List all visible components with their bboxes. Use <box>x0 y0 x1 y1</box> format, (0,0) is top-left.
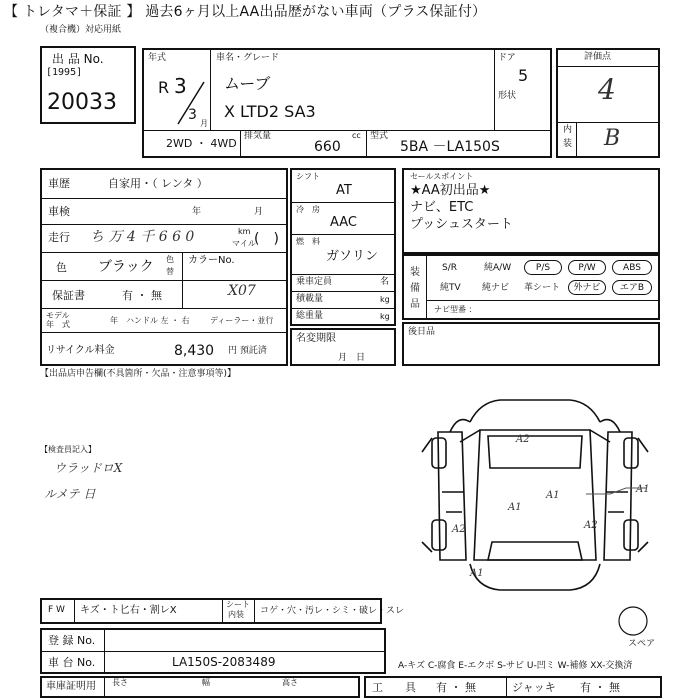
cert-length: 長さ <box>112 678 128 687</box>
year-number: 3 <box>174 74 187 98</box>
month-unit: 月 <box>200 119 208 128</box>
inspector-label: 【検査員記入】 <box>40 445 96 454</box>
capacity-unit: 名 <box>380 277 390 287</box>
equip-tv: 純TV <box>440 283 461 293</box>
equip-navi: 純ナビ <box>482 283 510 293</box>
interior-label-1: 内 <box>563 125 573 135</box>
drive-type: 2WD ・ 4WD <box>166 137 237 150</box>
diagram-mark-5: A2 <box>584 520 598 531</box>
vehicle-header-box <box>142 48 552 158</box>
shift-value: AT <box>336 183 352 198</box>
mile-unit: マイル <box>232 239 256 248</box>
dealer-type: ディーラー・並行 <box>210 316 274 325</box>
car-grade: X LTD2 SA3 <box>224 102 316 121</box>
inspection-year-unit: 年 <box>192 207 202 217</box>
model-code: 5BA －LA150S <box>400 139 500 155</box>
name-label: 車名・グレード <box>216 53 280 63</box>
door-count: 5 <box>518 66 529 85</box>
month-number: 3 <box>188 107 197 123</box>
name-change-unit: 月 日 <box>338 353 366 363</box>
fw-seat-box <box>40 598 405 624</box>
model-year-label-1: モデル <box>46 311 70 320</box>
color-label: 色 <box>56 261 67 274</box>
recycle-fee: 8,430 <box>174 343 215 359</box>
tools-value: 有 ・ 無 <box>436 681 476 694</box>
equip-alloy: 純A/W <box>484 263 512 273</box>
jack-label: ジャッキ <box>512 681 556 694</box>
inspection-label: 車検 <box>48 205 70 218</box>
equip-ext-navi: 外ナビ <box>568 280 606 295</box>
ac-label: 冷 房 <box>296 205 320 214</box>
inspector-note-1: ウラッドロX <box>54 461 123 475</box>
car-damage-diagram <box>410 392 660 596</box>
ac-value: AAC <box>330 215 357 230</box>
color-change-1: 色 <box>166 255 174 264</box>
color-value: ブラック <box>98 259 154 275</box>
gross-label: 総重量 <box>296 311 324 321</box>
fw-label: F W <box>48 605 65 615</box>
gross-unit: kg <box>380 312 390 321</box>
warranty-label: 保証書 <box>52 289 85 302</box>
equip-airbag: エアB <box>612 280 652 295</box>
model-year-label-2: 年 式 <box>46 320 70 329</box>
diagram-mark-3: A1 <box>546 490 560 501</box>
recycle-label: リサイクル料金 <box>46 345 115 356</box>
score-box <box>556 48 660 158</box>
sales-label: セールスポイント <box>410 172 474 181</box>
sub-banner: （複合機）対応用紙 <box>40 25 122 35</box>
seat-label-1: シート <box>226 600 250 609</box>
load-label: 積載量 <box>296 294 324 304</box>
name-change-label: 名変期限 <box>296 333 336 344</box>
fuel-label: 燃 料 <box>296 237 320 246</box>
registration-label: 登 録 No. <box>48 634 96 647</box>
history-label: 車歴 <box>48 177 70 190</box>
cc-unit: cc <box>352 131 361 140</box>
diagram-mark-1: A2 <box>516 434 530 445</box>
equip-label-2: 備 <box>410 283 420 294</box>
capacity-label: 乗車定員 <box>296 277 333 287</box>
tools-label: 工 具 <box>372 681 416 694</box>
tools-jack-box <box>364 676 662 698</box>
sales-line-1: ★AA初出品★ <box>410 183 491 198</box>
lot-label: 出 品 No. <box>52 52 104 66</box>
color-no-label: カラーNo. <box>188 255 235 266</box>
equip-abs: ABS <box>612 260 652 275</box>
equip-label-1: 装 <box>410 267 420 278</box>
equip-sr: S/R <box>442 263 457 273</box>
later-label: 後日品 <box>408 327 436 337</box>
color-no-value: X07 <box>228 283 256 299</box>
chassis-number: LA150S-2083489 <box>172 655 276 669</box>
banner-title: 【 トレタマ＋保証 】 過去6ヶ月以上AA出品歴がない車両（プラス保証付） <box>4 4 487 20</box>
diagram-mark-4: A2 <box>452 524 466 535</box>
fuel-value: ガソリン <box>326 249 379 264</box>
shift-label: シフト <box>296 172 320 181</box>
sales-point-box <box>402 168 660 254</box>
navi-type-label: ナビ型番 ： <box>434 305 477 314</box>
equip-pw: P/W <box>568 260 606 275</box>
warranty-value: 有 ・ 無 <box>122 289 162 302</box>
equip-label-3: 品 <box>410 299 420 310</box>
vehicle-detail-box <box>40 168 288 366</box>
declaration-label: 【出品店申告欄(不具箇所・欠品・注意事項等)】 <box>40 369 237 379</box>
seat-label-2: 内装 <box>228 610 244 619</box>
year-era: R <box>158 78 170 97</box>
inspection-month-unit: 月 <box>254 207 264 217</box>
mileage-label: 走行 <box>48 231 70 244</box>
garage-cert-box <box>40 676 360 698</box>
load-unit: kg <box>380 295 390 304</box>
interior-label-2: 装 <box>563 139 573 149</box>
spec-box <box>290 168 396 326</box>
diagram-mark-7: A1 <box>470 568 484 579</box>
km-unit: km <box>238 227 251 236</box>
damage-legend: A-キズ C-腐食 E-エクボ S-サビ U-凹ミ W-補修 XX-交換済 <box>398 661 633 671</box>
later-items-box <box>402 322 660 366</box>
fw-text: キズ・ト匕右・割レX <box>80 605 177 616</box>
displacement: 660 <box>314 139 341 155</box>
spare-tire-icon <box>616 604 650 638</box>
door-label: ドア <box>498 53 516 63</box>
garage-cert-label: 車庫証明用 <box>46 681 96 692</box>
equip-ps: P/S <box>524 260 562 275</box>
name-change-box <box>290 328 396 366</box>
history-value: 自家用・（ レンタ ） <box>108 177 208 190</box>
mileage-value: ち 万 4 千 6 6 0 <box>90 229 195 245</box>
color-change-2: 替 <box>166 267 174 276</box>
score-label: 評価点 <box>584 52 612 62</box>
registration-box <box>40 628 386 674</box>
equip-leather: 革シート <box>524 283 561 293</box>
model-label: 型式 <box>370 131 389 141</box>
recycle-unit: 円 預託済 <box>228 346 267 356</box>
lot-number: 20033 <box>47 90 117 115</box>
year-label: 年式 <box>148 53 167 63</box>
diagram-mark-6: A1 <box>636 484 650 495</box>
jack-value: 有 ・ 無 <box>580 681 620 694</box>
inspector-note-2: ルメテ 日 <box>44 487 96 501</box>
sales-line-2: ナビ、ETC <box>410 200 474 215</box>
shape-label: 形状 <box>498 91 517 101</box>
lot-number-box <box>40 46 136 124</box>
cert-width: 幅 <box>202 678 210 687</box>
interior-score: B <box>604 126 621 151</box>
model-year-unit: 年 <box>110 316 118 325</box>
spare-label: スペア <box>628 639 656 649</box>
mileage-paren: ( ) <box>254 231 279 247</box>
seat-text: コゲ・穴・汚レ・シミ・破レ・スレ <box>260 606 405 616</box>
handle-side: ハンドル 左 ・ 右 <box>126 316 190 325</box>
displacement-label: 排気量 <box>244 131 272 141</box>
score-value: 4 <box>598 73 616 106</box>
sales-line-3: プッシュスタート <box>410 217 513 232</box>
lot-stamp: [1995] <box>46 67 83 78</box>
diagram-mark-2: A1 <box>508 502 522 513</box>
chassis-label: 車 台 No. <box>48 656 96 669</box>
car-name: ムーブ <box>224 74 271 93</box>
equipment-box <box>402 254 660 320</box>
cert-height: 高さ <box>282 678 298 687</box>
